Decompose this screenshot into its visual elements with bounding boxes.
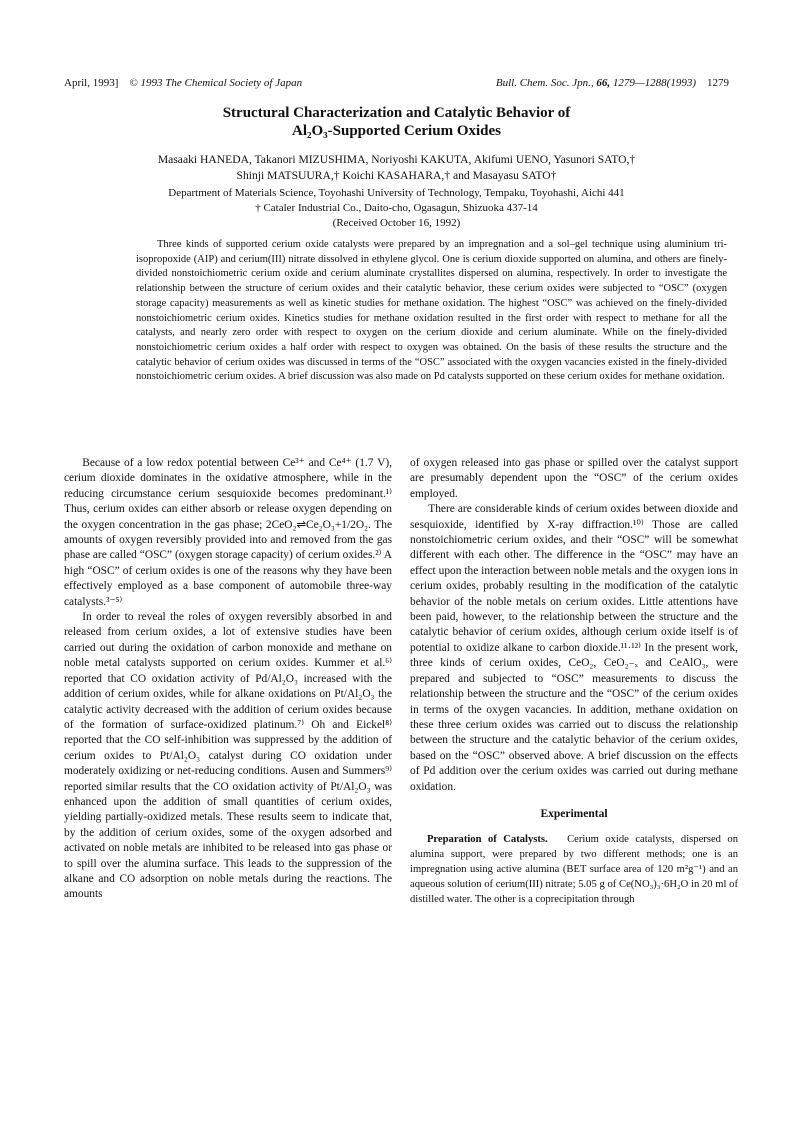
header-date: April, 1993] bbox=[64, 77, 119, 89]
intro-paragraph-4: There are considerable kinds of cerium oxides between dioxide and sesquioxide, identified by X-ray diffraction.¹⁰⁾ Those are called nonstoichiometric cerium oxides, and their “OSC” will be somewhat different with each other. The difference in the “OSC” may have an effect upon the interaction between noble metals and the oxygen ions in cerium oxides, probably resulting in the modification of the catalytic behavior of the noble metals on cerium oxides. Little attentions have been paid, however, to the relationship between the structure and the catalytic behavior of cerium oxides, although cerium oxide itself is of potential to oxidize alkane to carbon dioxide.¹¹·¹²⁾ In the present work, three kinds of cerium oxides, CeO₂, CeO₂₋ₓ and CeAlO₃, were prepared and subjected to “OSC” measurements to discuss the relationship between the structure and the “OSC” of the cerium oxides in terms of the oxygen vacancies. In addition, methane oxidation on these three cerium oxides was carried out to discuss the relationship between the structure and the catalytic behavior of the cerium oxides, based on the “OSC” observed above. A brief discussion on the effects of Pd addition over the cerium oxides was carried out during methane oxidation. bbox=[410, 503, 738, 793]
header-journal: Bull. Chem. Soc. Jpn., bbox=[495, 77, 594, 89]
left-column bbox=[64, 456, 392, 903]
received-date: (Received October 16, 1992) bbox=[332, 217, 461, 229]
abstract: Three kinds of supported cerium oxide catalysts were prepared by an impregnation and a sol–gel technique using aluminium tri-isopropoxide (AIP) and cerium(III) nitrate dissolved in ethylene glycol. One is cerium dioxide supported on alumina, and others are finely-divided nonstoichiometric cerium oxide and cerium aluminate crystallites dispersed on alumina, respectively. In order to investigate the relationship between the structure of cerium oxides and their catalytic behavior, these cerium oxides were subjected to “OSC” (oxygen storage capacity) measurements as well as kinetic studies for methane oxidation. The highest “OSC” was achieved on the finely-divided nonstoichiometric cerium oxides. Kinetics studies for methane oxidation resulted in the first order with respect to methane for all the catalysts, and nearly zero order with respect to oxygen on the cerium dioxide and cerium aluminate. While on the finely-divided nonstoichiometric cerium oxides a half order with respect to oxygen was obtained. On the basis of these results the structure and the catalytic behavior of cerium oxides was discussed in terms of the “OSC” associated with the oxygen vacancies existed in the finely-divided nonstoichiometric cerium oxides. A brief discussion was also made on Pd catalysts supported on these cerium oxides for methane oxidation. bbox=[136, 239, 727, 383]
intro-paragraph-2: In order to reveal the roles of oxygen reversibly absorbed in and released from cerium oxides, a lot of extensive studies have been carried out during the oxidation of carbon monoxide and methane on noble metal catalysts supported on cerium oxides. Kummer et al.⁶⁾ reported that CO oxidation activity of Pd/Al₂O₃ increased with the addition of cerium oxides, while for alkane oxidations on Pt/Al₂O₃ the catalytic activity decreased with the addition of cerium oxides because of the formation of surface-oxidized platinum.⁷⁾ Oh and Eickel⁸⁾ reported that the CO self-inhibition was suppressed by the addition of cerium oxides to Pt/Al₂O₃ catalyst during CO oxidation under moderately oxidizing or net-reducing conditions. Ausen and Summers⁹⁾ reported similar results that the CO oxidation activity of Pt/Al₂O₃ was enhanced upon the addition of small quantities of cerium oxides, yielding partially-oxidized metals. These results seem to indicate that, by the addition of cerium oxides, some of the oxygen adsorbed and activated on noble metals are inhibited to be released into gas phase or to spill over the alumina surface. This leads to the suppression of the alkane and CO adsorption on noble metals during the reactions. The amounts bbox=[64, 611, 392, 901]
preparation-text: Cerium oxide catalysts, dispersed on alumina support, were prepared by two different methods; one is an impregnation using active alumina (BET surface area of 120 m²g⁻¹) and an aqueous solution of cerium(III) nitrate; 5.05 g of Ce(NO₃)₃·6H₂O in 20 ml of distilled water. The other is a coprecipitation through bbox=[410, 834, 739, 906]
experimental-paragraph bbox=[410, 832, 738, 907]
intro-paragraph-3: of oxygen released into gas phase or spilled over the catalyst support are presumably dependent upon the “OSC” of the cerium oxides employed. bbox=[410, 457, 738, 500]
authors-line-1: Masaaki HANEDA, Takanori MIZUSHIMA, Noriyoshi KAKUTA, Akifumi UENO, Yasunori SATO,† bbox=[157, 153, 636, 166]
affiliations bbox=[64, 186, 729, 231]
subsection-heading-preparation: Preparation of Catalysts. bbox=[426, 834, 548, 846]
right-column bbox=[410, 456, 738, 907]
header-right bbox=[496, 77, 729, 89]
header-pages: 1279—1288(1993) bbox=[612, 77, 696, 89]
paper-title bbox=[64, 104, 729, 140]
page-number: 1279 bbox=[707, 77, 729, 89]
header-left bbox=[64, 77, 302, 89]
running-header bbox=[64, 77, 729, 89]
affiliation-2: † Cataler Industrial Co., Daito-cho, Ogasagun, Shizuoka 437-14 bbox=[255, 202, 538, 214]
section-heading-experimental: Experimental bbox=[540, 807, 608, 820]
authors-line-2: Shinji MATSUURA,† Koichi KASAHARA,† and Masayasu SATO† bbox=[236, 169, 557, 182]
affiliation-1: Department of Materials Science, Toyohashi University of Technology, Tempaku, Toyohashi, Aichi 441 bbox=[168, 187, 625, 199]
title-line-2: Al₂O₃-Supported Cerium Oxides bbox=[291, 123, 501, 139]
header-copyright: © 1993 The Chemical Society of Japan bbox=[129, 77, 303, 89]
header-volume: 66, bbox=[596, 77, 611, 89]
intro-paragraph-1: Because of a low redox potential between Ce³⁺ and Ce⁴⁺ (1.7 V), cerium dioxide dominates in the oxidative atmosphere, while in the reducing circumstance cerium sesquioxide becomes predominant.¹⁾ Thus, cerium oxides can either absorb or release oxygen depending on the oxygen concentration in the gas phase; 2CeO₂⇌Ce₂O₃+1/2O₂. The amounts of oxygen reversibly provided into and removed from the gas phase are called “OSC” (oxygen storage capacity) of cerium oxides.²⁾ A high “OSC” of cerium oxides is one of the reasons why they have been effectively employed as a base component of automobile three-way catalysts.³⁻⁵⁾ bbox=[64, 457, 392, 608]
title-line-1: Structural Characterization and Catalytic Behavior of bbox=[222, 105, 571, 121]
author-list bbox=[64, 152, 729, 184]
